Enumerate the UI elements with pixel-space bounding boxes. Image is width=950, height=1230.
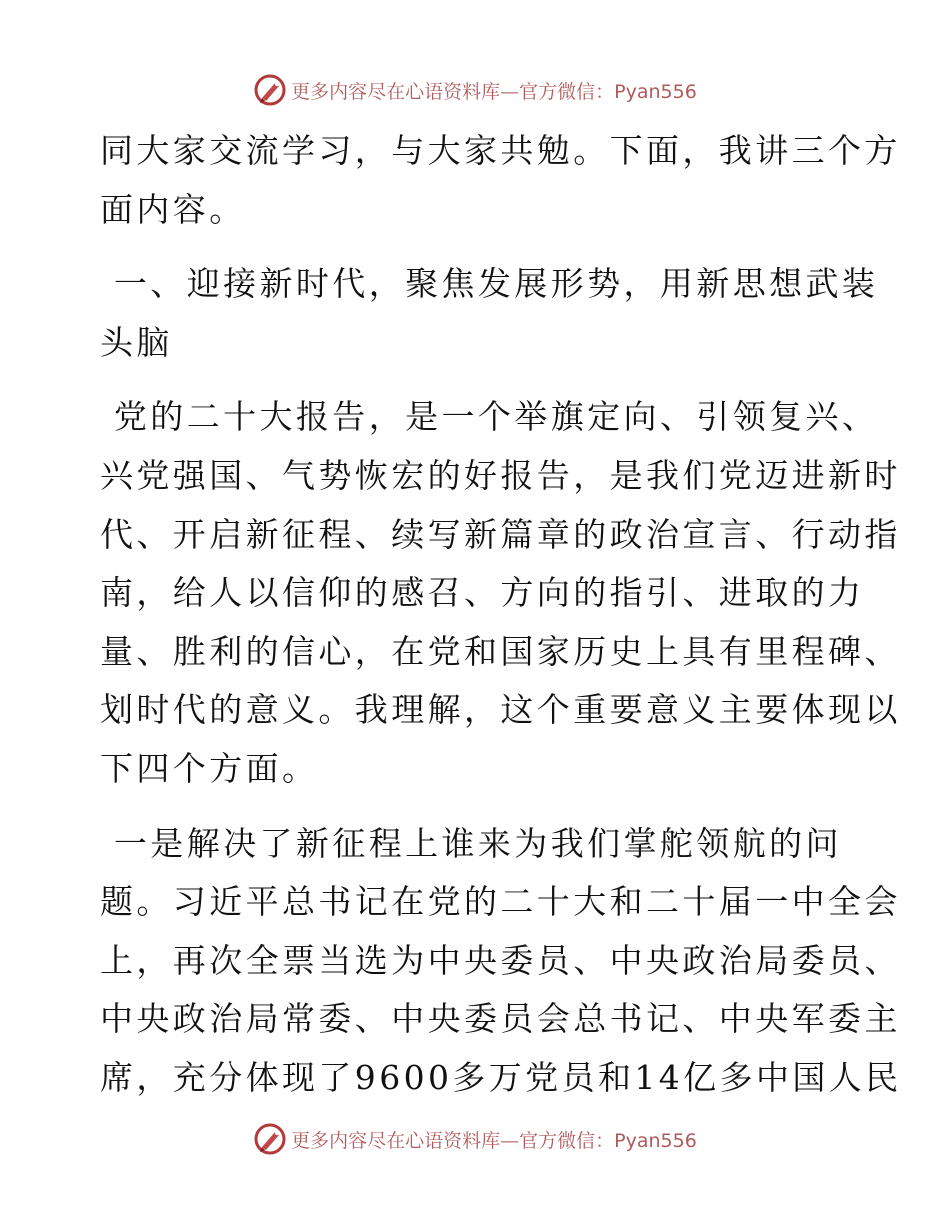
text-line: 代、开启新征程、续写新篇章的政治宣言、行动指: [100, 514, 901, 554]
text-line: 党的二十大报告，是一个举旗定向、引领复兴、: [100, 397, 879, 437]
text-line: 头脑: [100, 322, 173, 362]
text-line: 南，给人以信仰的感召、方向的指引、进取的力: [100, 573, 865, 613]
paragraph-report: [100, 388, 901, 798]
text-line: 中央政治局常委、中央委员会总书记、中央军委主: [100, 999, 901, 1039]
pen-logo-icon: [253, 73, 287, 107]
text-line: 兴党强国、气势恢宏的好报告，是我们党迈进新时: [100, 455, 901, 495]
text-line: 量、胜利的信心，在党和国家历史上具有里程碑、: [100, 631, 901, 671]
text-line: 下四个方面。: [100, 748, 319, 788]
text-line: 一、迎接新时代，聚焦发展形势，用新思想武装: [100, 264, 879, 304]
text-line: 一是解决了新征程上谁来为我们掌舵领航的问: [100, 823, 842, 863]
pen-logo-icon: [253, 1122, 287, 1156]
text-line: 面内容。: [100, 189, 246, 229]
header-watermark: [0, 70, 950, 110]
text-line: 上，再次全票当选为中央委员、中央政治局委员、: [100, 940, 901, 980]
paragraph-point-one: [100, 815, 902, 1108]
watermark-text: 更多内容尽在心语资料库—官方微信：Pyan556: [291, 1129, 697, 1152]
text-line: 题。习近平总书记在党的二十大和二十届一中全会: [100, 882, 901, 922]
section-heading: [100, 255, 879, 372]
text-line: 席，充分体现了9600多万党员和14亿多中国人民: [100, 1057, 902, 1097]
document-body: [100, 122, 902, 1108]
watermark-text: 更多内容尽在心语资料库—官方微信：Pyan556: [291, 80, 697, 103]
footer-watermark: [0, 1119, 950, 1159]
paragraph-intro: [100, 122, 901, 239]
text-line: 划时代的意义。我理解，这个重要意义主要体现以: [100, 690, 901, 730]
text-line: 同大家交流学习，与大家共勉。下面，我讲三个方: [100, 131, 901, 170]
